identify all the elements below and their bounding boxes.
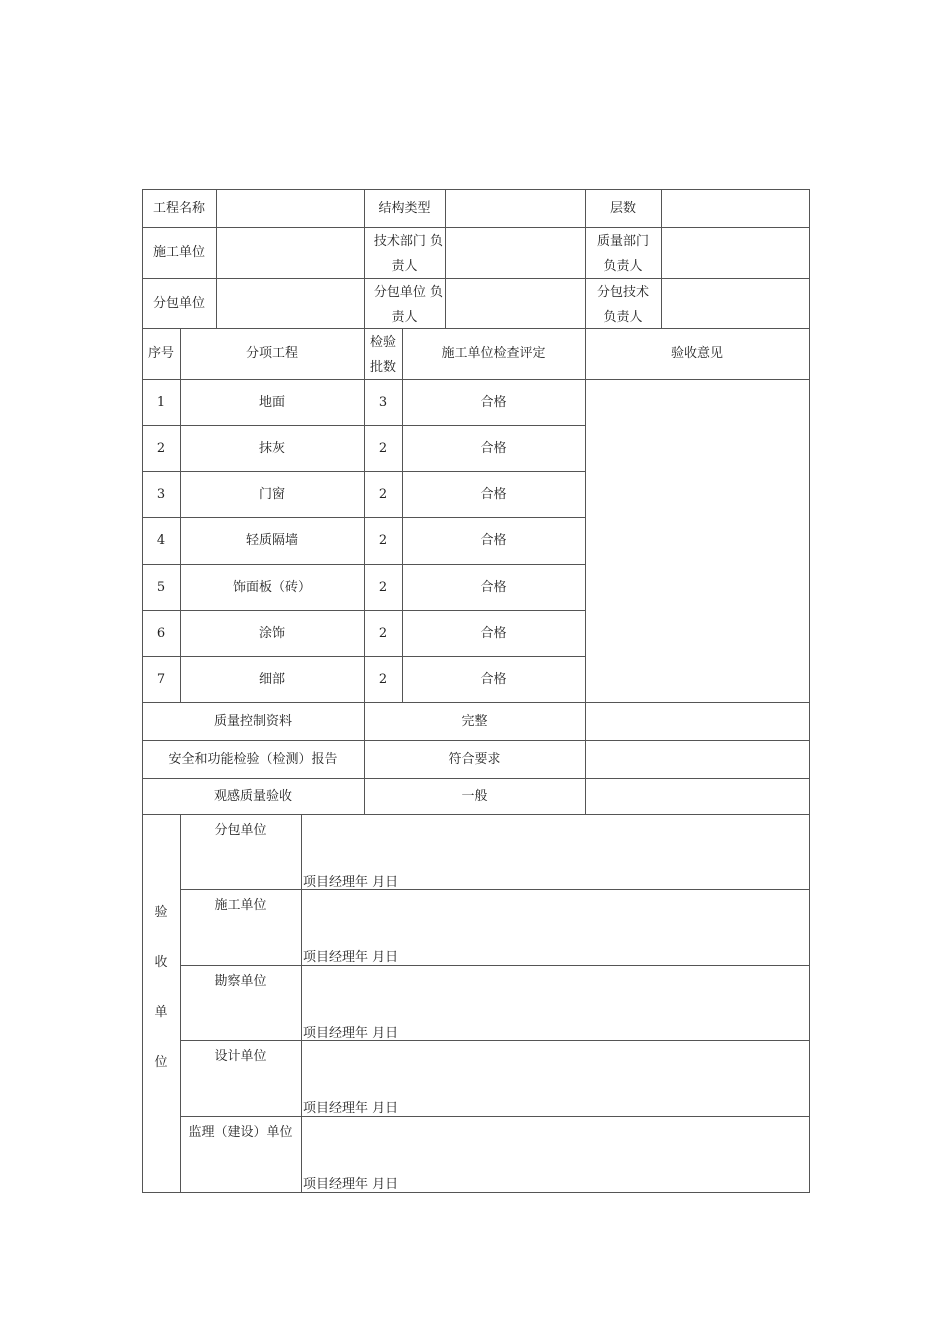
row-item: 轻质隔墙 (245, 533, 298, 548)
sub-tech-head-label-line2: 负责人 (603, 310, 643, 325)
signature-line: 项目经理年 月日 (303, 950, 399, 965)
row-batches: 2 (378, 625, 388, 641)
summary-opinion-field[interactable] (585, 702, 809, 740)
column-header-evaluation: 施工单位检查评定 (441, 346, 546, 361)
structure-type-label: 结构类型 (378, 200, 431, 216)
acceptance-opinion-field[interactable] (585, 379, 809, 702)
row-seq: 3 (156, 486, 166, 502)
row-result: 合格 (480, 579, 507, 595)
subcontractor-field[interactable] (216, 278, 364, 328)
row-seq: 4 (156, 533, 166, 548)
acceptance-unit-name: 设计单位 (214, 1049, 267, 1064)
row-result: 合格 (480, 440, 507, 456)
side-label-char: 收 (154, 955, 168, 970)
signature-line: 项目经理年 月日 (303, 1101, 399, 1116)
row-result: 合格 (480, 671, 507, 687)
column-header-opinion: 验收意见 (670, 346, 723, 361)
column-header-batch-line1: 检验 (369, 335, 396, 350)
row-item: 饰面板（砖） (232, 579, 311, 595)
acceptance-unit-name: 勘察单位 (214, 974, 267, 989)
sub-unit-head-field[interactable] (445, 278, 585, 328)
summary-opinion-field[interactable] (585, 778, 809, 814)
summary-label: 质量控制资料 (213, 713, 292, 729)
contractor-field[interactable] (216, 227, 364, 278)
quality-dept-head-field[interactable] (661, 227, 809, 278)
row-batches: 2 (378, 486, 388, 502)
row-batches: 2 (378, 440, 388, 456)
quality-dept-head-label (585, 229, 661, 278)
sub-unit-head-label-line1: 分包单位 负 (373, 285, 443, 300)
sub-unit-head-label (364, 280, 445, 328)
signature-line: 项目经理年 月日 (303, 875, 399, 890)
side-label-char: 单 (154, 1005, 168, 1020)
project-name-label: 工程名称 (152, 200, 205, 216)
row-result: 合格 (480, 533, 507, 548)
row-item: 地面 (258, 394, 285, 410)
signature-line: 项目经理年 月日 (303, 1177, 399, 1192)
quality-dept-head-label-line2: 负责人 (603, 259, 643, 274)
grid-line (142, 1192, 810, 1193)
sub-tech-head-label-line1: 分包技术 (596, 285, 649, 300)
summary-label: 观感质量验收 (213, 788, 292, 804)
row-item: 涂饰 (258, 625, 285, 641)
side-label-char: 位 (154, 1055, 168, 1070)
column-header-seq: 序号 (147, 346, 174, 361)
tech-dept-head-label (364, 229, 445, 278)
acceptance-unit-name: 分包单位 (214, 823, 267, 838)
sub-tech-head-field[interactable] (661, 278, 809, 328)
floors-label: 层数 (609, 200, 636, 216)
structure-type-field[interactable] (445, 189, 585, 227)
project-name-field[interactable] (216, 189, 364, 227)
summary-value: 一般 (461, 788, 488, 804)
row-item: 抹灰 (258, 440, 285, 456)
sub-tech-head-label (585, 280, 661, 328)
tech-dept-head-label-line1: 技术部门 负 (373, 234, 443, 249)
quality-dept-head-label-line1: 质量部门 (596, 234, 649, 249)
summary-opinion-field[interactable] (585, 740, 809, 778)
row-batches: 3 (378, 394, 388, 410)
column-header-item: 分项工程 (245, 346, 298, 361)
acceptance-unit-name: 监理（建设）单位 (188, 1125, 293, 1140)
row-result: 合格 (480, 486, 507, 502)
row-seq: 2 (156, 440, 166, 456)
contractor-label: 施工单位 (152, 245, 205, 260)
acceptance-unit-name: 施工单位 (214, 898, 267, 913)
row-batches: 2 (378, 671, 388, 687)
subcontractor-label: 分包单位 (152, 295, 205, 311)
signature-line: 项目经理年 月日 (303, 1026, 399, 1041)
row-result: 合格 (480, 394, 507, 410)
row-item: 门窗 (258, 486, 285, 502)
acceptance-side-label (142, 900, 180, 1100)
sub-unit-head-label-line2: 责人 (391, 310, 418, 325)
row-batches: 2 (378, 533, 388, 548)
row-result: 合格 (480, 625, 507, 641)
summary-value: 完整 (461, 713, 488, 729)
floors-field[interactable] (661, 189, 809, 227)
tech-dept-head-field[interactable] (445, 227, 585, 278)
summary-label: 安全和功能检验（检测）报告 (168, 751, 338, 767)
column-header-batch (364, 330, 402, 379)
row-batches: 2 (378, 579, 388, 595)
row-seq: 7 (156, 671, 166, 687)
row-item: 细部 (258, 671, 285, 687)
row-seq: 5 (156, 579, 166, 595)
tech-dept-head-label-line2: 责人 (391, 259, 418, 274)
row-seq: 1 (156, 394, 166, 410)
row-seq: 6 (156, 625, 166, 641)
column-header-batch-line2: 批数 (369, 360, 396, 375)
summary-value: 符合要求 (448, 751, 501, 767)
grid-line (809, 189, 810, 1193)
side-label-char: 验 (154, 905, 168, 920)
